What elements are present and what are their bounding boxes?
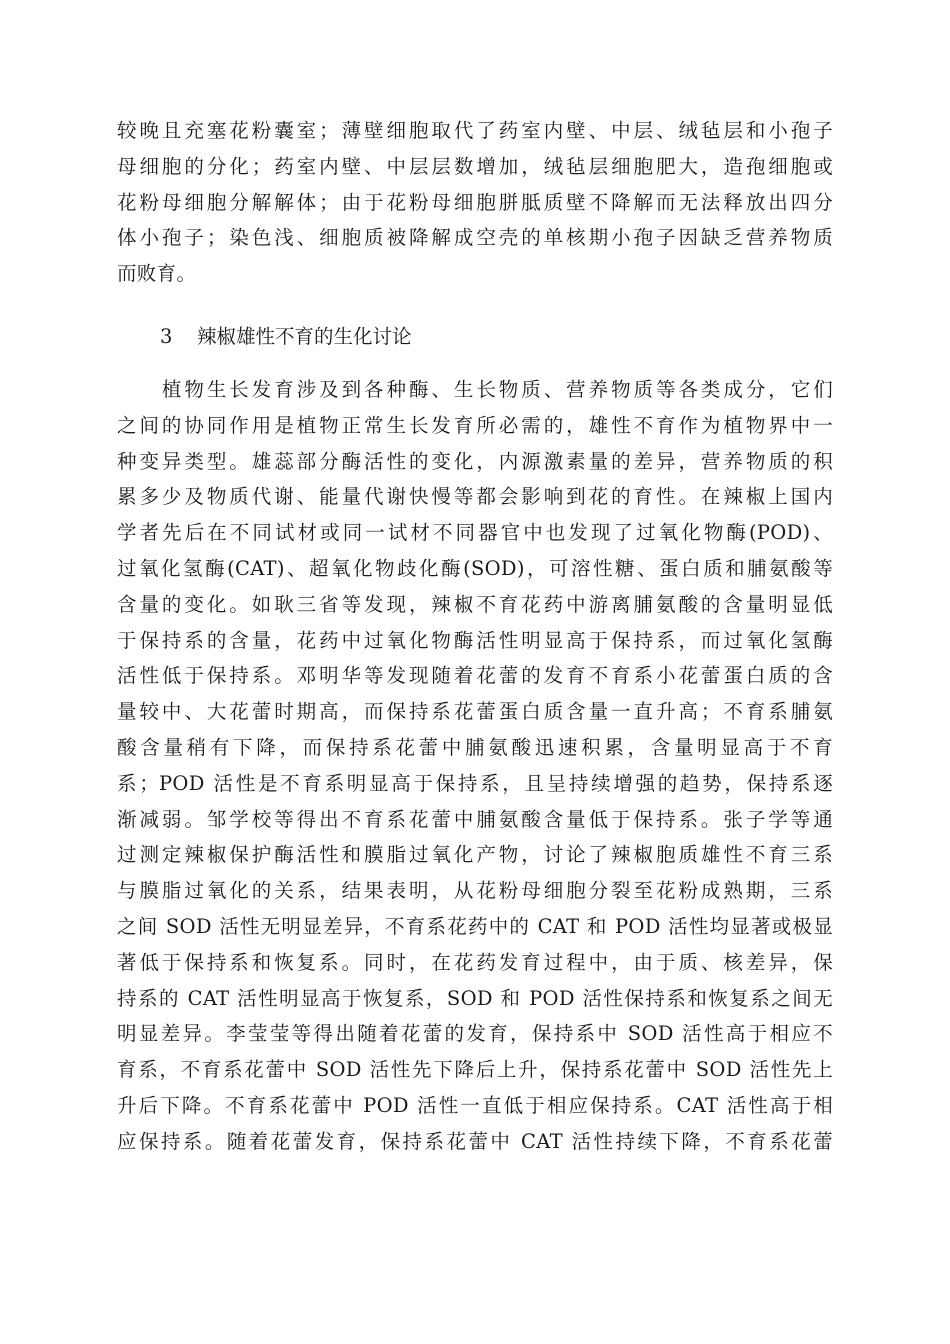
text-line: 明显差异。李莹莹等得出随着花蕾的发育，保持系中 SOD 活性高于相应不 bbox=[117, 1022, 833, 1046]
text-line: 植物生长发育涉及到各种酶、生长物质、营养物质等各类成分，它们 bbox=[117, 378, 833, 401]
text-line: 累多少及物质代谢、能量代谢快慢等都会影响到花的育性。在辣椒上国内 bbox=[117, 485, 833, 509]
text-line: 量较中、大花蕾时期高，而保持系花蕾蛋白质含量一直升高；不育系脯氨 bbox=[117, 700, 833, 724]
text-line: 花粉母细胞分解解体；由于花粉母细胞胼胝质壁不降解而无法释放出四分 bbox=[117, 190, 833, 214]
text-line: 持系的 CAT 活性明显高于恢复系，SOD 和 POD 活性保持系和恢复系之间无 bbox=[117, 986, 833, 1010]
text-line: 而败育。 bbox=[117, 262, 197, 286]
text-line: 系；POD 活性是不育系明显高于保持系，且呈持续增强的趋势，保持系逐 bbox=[117, 771, 833, 795]
text-line: 应保持系。随着花蕾发育，保持系花蕾中 CAT 活性持续下降，不育系花蕾 bbox=[117, 1129, 833, 1153]
text-line: 种变异类型。雄蕊部分酶活性的变化，内源激素量的差异，营养物质的积 bbox=[117, 449, 833, 473]
main-paragraph bbox=[117, 372, 833, 1160]
text-line: 含量的变化。如耿三省等发现，辣椒不育花药中游离脯氨酸的含量明显低 bbox=[117, 592, 833, 616]
text-line: 活性低于保持系。邓明华等发现随着花蕾的发育不育系小花蕾蛋白质的含 bbox=[117, 664, 833, 688]
text-line: 酸含量稍有下降，而保持系花蕾中脯氨酸迅速积累，含量明显高于不育 bbox=[117, 735, 833, 759]
text-line: 过氧化氢酶(CAT)、超氧化物歧化酶(SOD)，可溶性糖、蛋白质和脯氨酸等 bbox=[117, 556, 833, 580]
text-line: 于保持系的含量，花药中过氧化物酶活性明显高于保持系，而过氧化氢酶 bbox=[117, 628, 833, 652]
text-line: 升后下降。不育系花蕾中 POD 活性一直低于相应保持系。CAT 活性高于相 bbox=[117, 1093, 833, 1117]
section-title: 辣椒雄性不育的生化讨论 bbox=[197, 325, 412, 348]
text-line: 学者先后在不同试材或同一试材不同器官中也发现了过氧化物酶(POD)、 bbox=[117, 521, 833, 545]
continued-paragraph bbox=[117, 113, 833, 292]
section-number: 3 bbox=[160, 325, 173, 348]
text-line: 著低于保持系和恢复系。同时，在花药发育过程中，由于质、核差异，保 bbox=[117, 950, 833, 974]
text-line: 育系，不育系花蕾中 SOD 活性先下降后上升，保持系花蕾中 SOD 活性先上 bbox=[117, 1058, 833, 1082]
text-line: 之间的协同作用是植物正常生长发育所必需的，雄性不育作为植物界中一 bbox=[117, 413, 833, 437]
text-line: 之间 SOD 活性无明显差异，不育系花药中的 CAT 和 POD 活性均显著或极显 bbox=[117, 914, 833, 938]
section-heading bbox=[117, 322, 833, 352]
text-line: 母细胞的分化；药室内壁、中层层数增加，绒毡层细胞肥大，造孢细胞或 bbox=[117, 154, 833, 178]
text-line: 过测定辣椒保护酶活性和膜脂过氧化产物，讨论了辣椒胞质雄性不育三系 bbox=[117, 843, 833, 867]
text-line: 体小孢子；染色浅、细胞质被降解成空壳的单核期小孢子因缺乏营养物质 bbox=[117, 226, 833, 250]
text-line: 与膜脂过氧化的关系，结果表明，从花粉母细胞分裂至花粉成熟期，三系 bbox=[117, 879, 833, 903]
text-line: 渐减弱。邹学校等得出不育系花蕾中脯氨酸含量低于保持系。张子学等通 bbox=[117, 807, 833, 831]
text-line: 较晚且充塞花粉囊室；薄壁细胞取代了药室内壁、中层、绒毡层和小孢子 bbox=[117, 119, 833, 142]
